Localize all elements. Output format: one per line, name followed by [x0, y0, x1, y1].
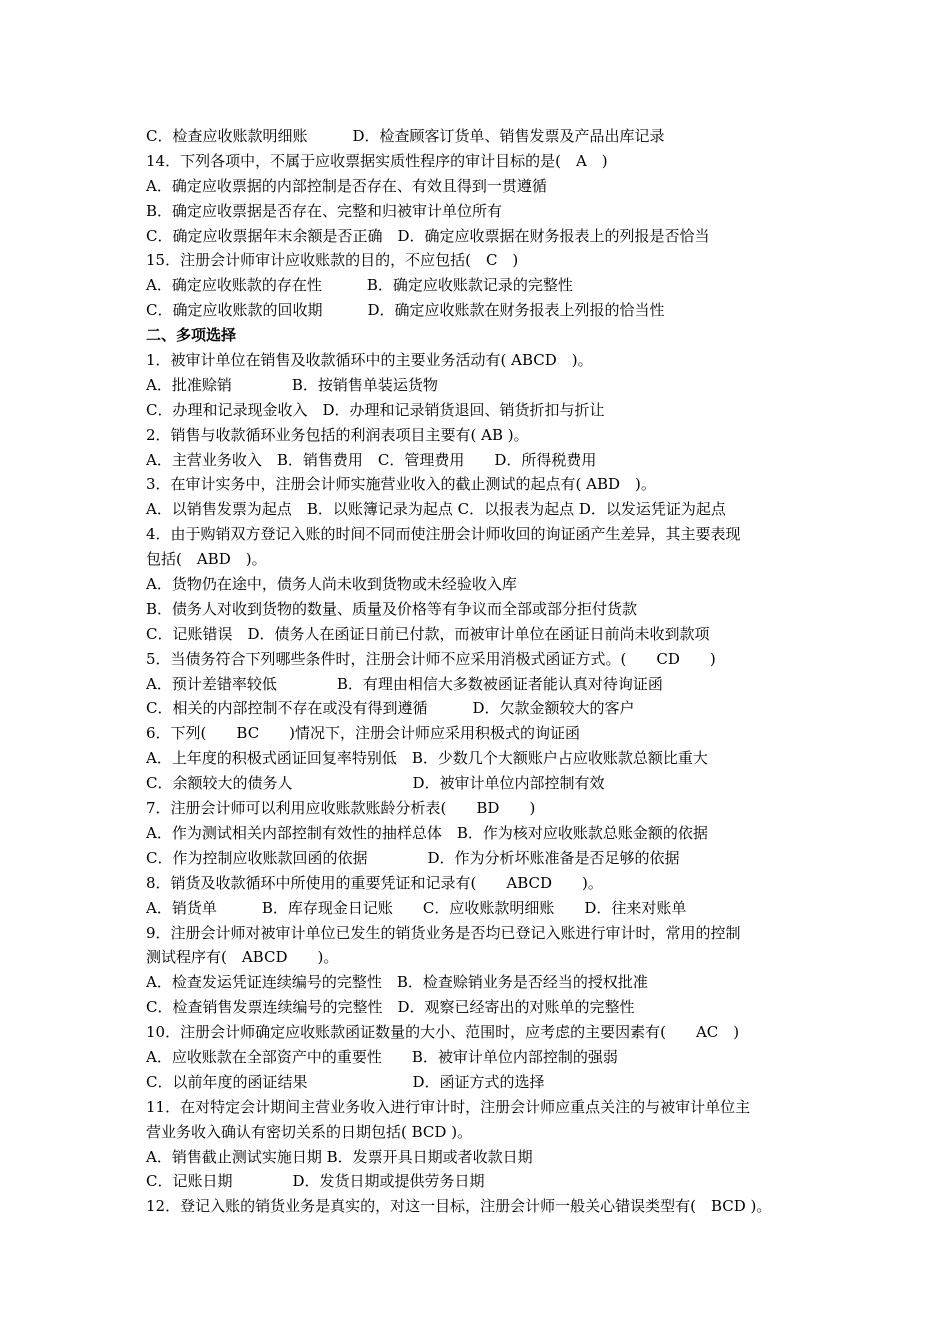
text-line: A．批准赊销 B．按销售单装运货物: [146, 375, 438, 394]
text-line: A．以销售发票为起点 B．以账簿记录为起点 C．以报表为起点 D．以发运凭证为起点: [146, 500, 726, 519]
text-line: 包括( ABD )。: [146, 550, 267, 569]
question-14: 14．下列各项中，不属于应收票据实质性程序的审计目标的是( A ): [146, 151, 608, 170]
text-line: A．预计差错率较低 B．有理由相信大多数被函证者能认真对待询证函: [146, 674, 663, 693]
text-line: C．确定应收票据年末余额是否正确 D．确定应收票据在财务报表上的列报是否恰当: [146, 226, 710, 245]
text-line: A．上年度的积极式函证回复率特别低 B．少数几个大额账户占应收账款总额比重大: [146, 749, 708, 768]
text-line: C．作为控制应收账款回函的依据 D．作为分析坏账准备是否足够的依据: [146, 848, 680, 867]
text-line: C．相关的内部控制不存在或没有得到遵循 D．欠款金额较大的客户: [146, 699, 635, 718]
question-5: 5．当债务符合下列哪些条件时，注册会计师不应采用消极式函证方式。( CD ): [146, 649, 716, 668]
question-2: 2．销售与收款循环业务包括的利润表项目主要有( AB )。: [146, 425, 529, 444]
text-line: C．办理和记录现金收入 D．办理和记录销货退回、销货折扣与折让: [146, 400, 605, 419]
text-line: C．检查销售发票连续编号的完整性 D．观察已经寄出的对账单的完整性: [146, 998, 635, 1017]
question-4: 4．由于购销双方登记入账的时间不同而使注册会计师收回的询证函产生差异，其主要表现: [146, 525, 741, 544]
text-line: C．记账日期 D．发货日期或提供劳务日期: [146, 1172, 485, 1191]
question-6: 6．下列( BC )情况下，注册会计师应采用积极式的询证函: [146, 724, 581, 743]
question-11: 11．在对特定会计期间主营业务收入进行审计时，注册会计师应重点关注的与被审计单位主: [146, 1097, 751, 1116]
question-8: 8．销货及收款循环中所使用的重要凭证和记录有( ABCD )。: [146, 873, 603, 892]
text-line: A．货物仍在途中，债务人尚未收到货物或未经验收入库: [146, 575, 517, 594]
question-15: 15．注册会计师审计应收账款的目的，不应包括( C ): [146, 251, 519, 270]
text-line: A．确定应收票据的内部控制是否存在、有效且得到一贯遵循: [146, 176, 547, 195]
text-line: A．销货单 B．库存现金日记账 C．应收账款明细账 D．往来对账单: [146, 898, 687, 917]
text-line: A．应收账款在全部资产中的重要性 B．被审计单位内部控制的强弱: [146, 1047, 618, 1066]
question-10: 10．注册会计师确定应收账款函证数量的大小、范围时，应考虑的主要因素有( AC ): [146, 1023, 740, 1042]
text-line: A．确定应收账款的存在性 B．确定应收账款记录的完整性: [146, 276, 573, 295]
text-line: C．记账错误 D．债务人在函证日前已付款，而被审计单位在函证日前尚未收到款项: [146, 624, 710, 643]
text-line: A．作为测试相关内部控制有效性的抽样总体 B．作为核对应收账款总账金额的依据: [146, 823, 708, 842]
text-line: C．确定应收账款的回收期 D．确定应收账款在财务报表上列报的恰当性: [146, 301, 665, 320]
text-line: C．余额较大的债务人 D．被审计单位内部控制有效: [146, 774, 605, 793]
question-9: 9．注册会计师对被审计单位已发生的销货业务是否均已登记入账进行审计时，常用的控制: [146, 923, 741, 942]
text-line: B．债务人对收到货物的数量、质量及价格等有争议而全部或部分拒付货款: [146, 599, 638, 618]
text-line: C．检查应收账款明细账 D．检查顾客订货单、销售发票及产品出库记录: [146, 127, 665, 145]
text-line: C．以前年度的函证结果 D．函证方式的选择: [146, 1072, 545, 1091]
text-line: A．销售截止测试实施日期 B．发票开具日期或者收款日期: [146, 1147, 533, 1166]
text-line: 营业务收入确认有密切关系的日期包括( BCD )。: [146, 1122, 473, 1141]
question-12: 12．登记入账的销货业务是真实的，对这一目标，注册会计师一般关心错误类型有( BCD )。: [146, 1197, 772, 1216]
question-1: 1．被审计单位在销售及收款循环中的主要业务活动有( ABCD )。: [146, 351, 593, 370]
question-3: 3．在审计实务中，注册会计师实施营业收入的截止测试的起点有( ABD )。: [146, 475, 656, 494]
text-line: B．确定应收票据是否存在、完整和归被审计单位所有: [146, 201, 503, 220]
section-heading: 二、多项选择: [146, 326, 237, 345]
text-line: A．检查发运凭证连续编号的完整性 B．检查赊销业务是否经当的授权批准: [146, 973, 648, 992]
text-line: 测试程序有( ABCD )。: [146, 948, 339, 967]
text-line: A．主营业务收入 B．销售费用 C．管理费用 D．所得税费用: [146, 450, 597, 469]
document-body: [146, 124, 826, 1219]
question-7: 7．注册会计师可以利用应收账款账龄分析表( BD ): [146, 799, 536, 818]
